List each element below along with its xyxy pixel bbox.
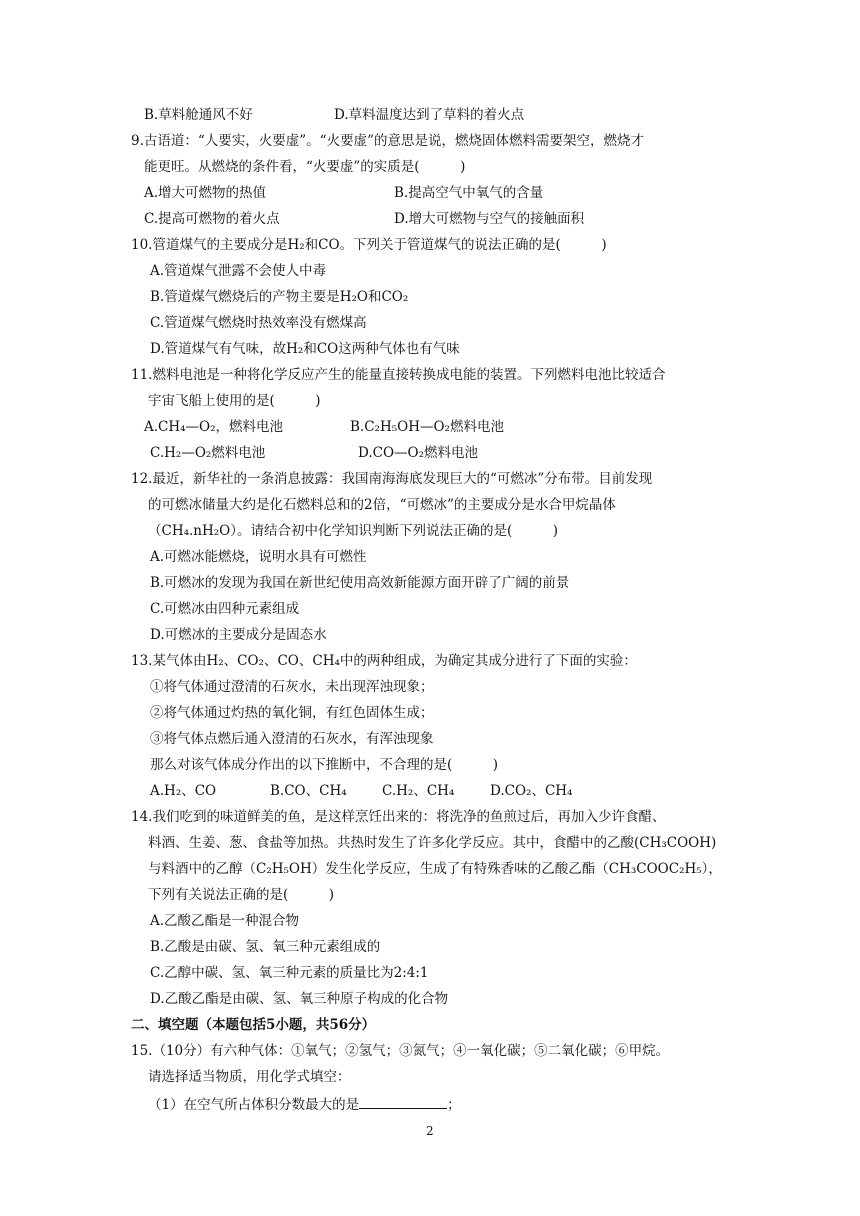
q15-part-1-end: ； — [447, 1097, 461, 1113]
q9-option-d: D.增大可燃物与空气的接触面积 — [394, 211, 585, 227]
page-number: 2 — [426, 1124, 434, 1138]
q14-stem-line1: 14.我们吃到的味道鲜美的鱼，是这样烹饪出来的：将洗净的鱼煎过后，再加入少许食醋、 — [131, 809, 666, 825]
q15-stem-line2: 请选择适当物质，用化学式填空： — [148, 1069, 351, 1085]
q10-option-b: B.管道煤气燃烧后的产物主要是H₂O和CO₂ — [150, 289, 409, 305]
q9-stem-line1: 9.古语道：“人要实，火要虚”。“火要虚”的意思是说，燃烧固体燃料需要架空，燃烧才 — [131, 133, 644, 149]
q12-option-b: B.可燃冰的发现为我国在新世纪使用高效新能源方面开辟了广阔的前景 — [150, 575, 570, 591]
q11-option-d: D.CO—O₂燃料电池 — [358, 445, 479, 461]
q14-stem-line2: 料酒、生姜、葱、食盐等加热。共热时发生了许多化学反应。其中，食醋中的乙酸(CH₃COOH) — [148, 835, 717, 851]
q13-step-1: ①将气体通过澄清的石灰水，未出现浑浊现象； — [150, 679, 434, 695]
section-2-heading: 二、填空题（本题包括5小题，共56分） — [131, 1017, 376, 1033]
q12-stem-line1: 12.最近，新华社的一条消息披露：我国南海海底发现巨大的“可燃冰”分布带。目前发现 — [131, 471, 653, 487]
q10-option-c: C.管道煤气燃烧时热效率没有燃煤高 — [150, 315, 367, 331]
q14-option-d: D.乙酸乙酯是由碳、氢、氧三种原子构成的化合物 — [150, 991, 449, 1007]
q11-option-b: B.C₂H₅OH—O₂燃料电池 — [350, 419, 504, 435]
q11-stem-line2: 宇宙飞船上使用的是( ) — [148, 393, 321, 409]
q10-option-d: D.管道煤气有气味，故H₂和CO这两种气体也有气味 — [150, 341, 460, 357]
q14-stem-line3: 与料酒中的乙醇（C₂H₅OH）发生化学反应，生成了有特殊香味的乙酸乙酯（CH₃COOC₂H₅）， — [148, 861, 722, 877]
q13-stem: 13.某气体由H₂、CO₂、CO、CH₄中的两种组成，为确定其成分进行了下面的实验： — [131, 653, 637, 669]
q12-stem-line3: （CH₄.nH₂O）。请结合初中化学知识判断下列说法正确的是( ) — [148, 523, 559, 539]
q8-option-b: B.草料舱通风不好 — [144, 107, 253, 123]
q8-option-d: D.草料温度达到了草料的着火点 — [334, 107, 525, 123]
q12-option-a: A.可燃冰能燃烧，说明水具有可燃性 — [150, 549, 367, 565]
q13-question: 那么对该气体成分作出的以下推断中，不合理的是( ) — [150, 757, 499, 773]
q13-step-3: ③将气体点燃后通入澄清的石灰水，有浑浊现象 — [150, 731, 434, 747]
q12-stem-line2: 的可燃冰储量大约是化石燃料总和的2倍，“可燃冰”的主要成分是水合甲烷晶体 — [148, 497, 616, 513]
q11-option-a: A.CH₄—O₂，燃料电池 — [144, 419, 284, 435]
q13-option-c: C.H₂、CH₄ — [382, 783, 455, 799]
q13-step-2: ②将气体通过灼热的氧化铜，有红色固体生成； — [150, 705, 434, 721]
q9-option-b: B.提高空气中氧气的含量 — [394, 185, 544, 201]
q13-option-b: B.CO、CH₄ — [270, 783, 347, 799]
q12-option-c: C.可燃冰由四种元素组成 — [150, 601, 300, 617]
q11-option-c: C.H₂—O₂燃料电池 — [150, 445, 266, 461]
q13-option-d: D.CO₂、CH₄ — [490, 783, 573, 799]
q14-option-a: A.乙酸乙酯是一种混合物 — [150, 913, 300, 929]
q11-stem-line1: 11.燃料电池是一种将化学反应产生的能量直接转换成电能的装置。下列燃料电池比较适合 — [131, 367, 666, 383]
answer-blank[interactable] — [359, 1094, 447, 1109]
q9-option-c: C.提高可燃物的着火点 — [144, 211, 280, 227]
q12-option-d: D.可燃冰的主要成分是固态水 — [150, 627, 327, 643]
q13-option-a: A.H₂、CO — [150, 783, 217, 799]
q15-part-1 — [148, 1094, 461, 1114]
q14-stem-line4: 下列有关说法正确的是( ) — [148, 887, 335, 903]
q14-option-b: B.乙酸是由碳、氢、氧三种元素组成的 — [150, 939, 381, 955]
q14-option-c: C.乙醇中碳、氢、氧三种元素的质量比为2:4:1 — [150, 965, 429, 981]
q9-option-a: A.增大可燃物的热值 — [144, 185, 267, 201]
q10-stem: 10.管道煤气的主要成分是H₂和CO。下列关于管道煤气的说法正确的是( ) — [131, 237, 607, 253]
q9-stem-line2: 能更旺。从燃烧的条件看，“火要虚”的实质是( ) — [144, 159, 466, 175]
q15-part-1-text: （1）在空气所占体积分数最大的是 — [148, 1097, 360, 1113]
q10-option-a: A.管道煤气泄露不会使人中毒 — [150, 263, 327, 279]
q15-stem-line1: 15.（10分）有六种气体：①氧气；②氢气；③氮气；④一氧化碳；⑤二氧化碳；⑥甲烷。 — [131, 1043, 670, 1059]
